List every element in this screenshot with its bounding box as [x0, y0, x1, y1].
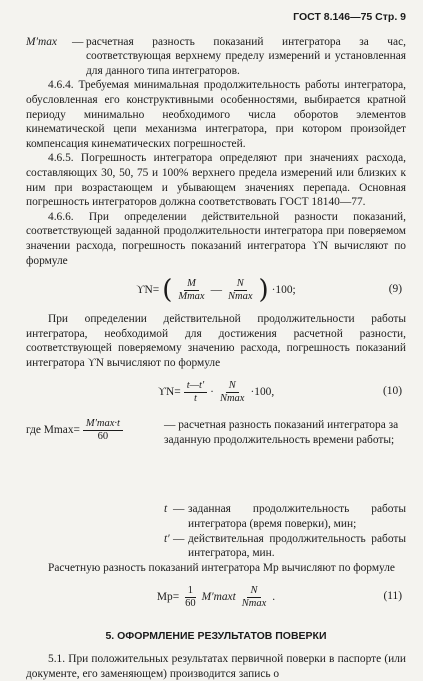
definition-t-prime: t′ — действительная продолжительность работы интегратора, мин.: [164, 532, 406, 560]
paragraph-4-6-4: 4.6.4. Требуемая минимальная продолжительность работы интегратора, обусловленная его конструктивными особенностями, выбирается кратной периоду минимально необходимого числа оборотов элементов кинематической цепи механизма интегратора, при котором произойдет компенсация кинематических погрешностей.: [26, 79, 406, 150]
definition-mmax: M′max — расчетная разность показаний интегратора за час, соответствующая верхнему пределу измерений и установленная для данного типа интеграторов.: [26, 35, 406, 77]
paragraph-4-6-6: 4.6.6. При определении действительной разности показаний, соответствующей заданной продолжительности интегратора при поверяемом значении расхода, погрешность показаний интегратора ϒN вычисляют по формуле: [26, 210, 406, 267]
paragraph-4-6-5: 4.6.5. Погрешность интегратора определяют при значениях расхода, составляющих 30, 50, 75 и 100% верхнего предела измерений или близких к ним при возрастающем и убывающем значениях перепада. Основная погрешность интеграторов должна соответствовать ГОСТ 18140—77.: [26, 152, 406, 209]
paragraph-duration: При определении действительной продолжительности работы интегратора, необходимой для достижения расчетной разности, соответствующей поверяемому значению расхода, погрешность показаний интегратора ϒN вычисляют по формуле: [26, 313, 406, 369]
document-page: [26, 10, 406, 681]
paragraph-5-1: 5.1. При положительных результатах первичной поверки в паспорте (или документе, его заменяющем) производится запись о: [26, 653, 406, 680]
formula-11-number: (11): [383, 590, 402, 603]
definition-mmax-calc: — расчетная разность показаний интегратора за заданную продолжительность времени работы;: [164, 419, 399, 447]
formula-10: ϒN= $\frac{t—t'}{t}$ · $\frac{N}{Nmax}$ ·100, (10): [157, 379, 402, 404]
formula-9-number: (9): [388, 283, 402, 296]
where-block: где Mmax= $\frac{M'\max\cdot t}{60}$ — расчетная разность показаний интегратора за заданную продолжительность времени работы;: [26, 414, 406, 502]
symbol-mmax-prime: M′max: [26, 35, 57, 48]
formula-9: ϒN= ( $\frac{M}{Mmax}$ — $\frac{N}{Nmax}$ ) ·100; (9): [136, 275, 402, 306]
formula-10-number: (10): [383, 385, 402, 398]
section-5-heading: 5. ОФОРМЛЕНИЕ РЕЗУЛЬТАТОВ ПОВЕРКИ: [105, 630, 327, 643]
definition-mmax-text: расчетная разность показаний интегратора за час, соответствующая верхнему пределу измерений и установленная для данного типа интеграторов.: [86, 35, 406, 77]
paragraph-mp: Расчетную разность показаний интегратора Mр вычисляют по формуле: [48, 561, 395, 574]
definition-t: t — заданная продолжительность работы интегратора (время поверки), мин;: [164, 503, 406, 531]
formula-11: Mр= $\frac{1}{60}$ M′maxt $\frac{N}{Nmax}$ . (11): [156, 584, 402, 609]
page-header: ГОСТ 8.146—75 Стр. 9: [293, 11, 406, 23]
